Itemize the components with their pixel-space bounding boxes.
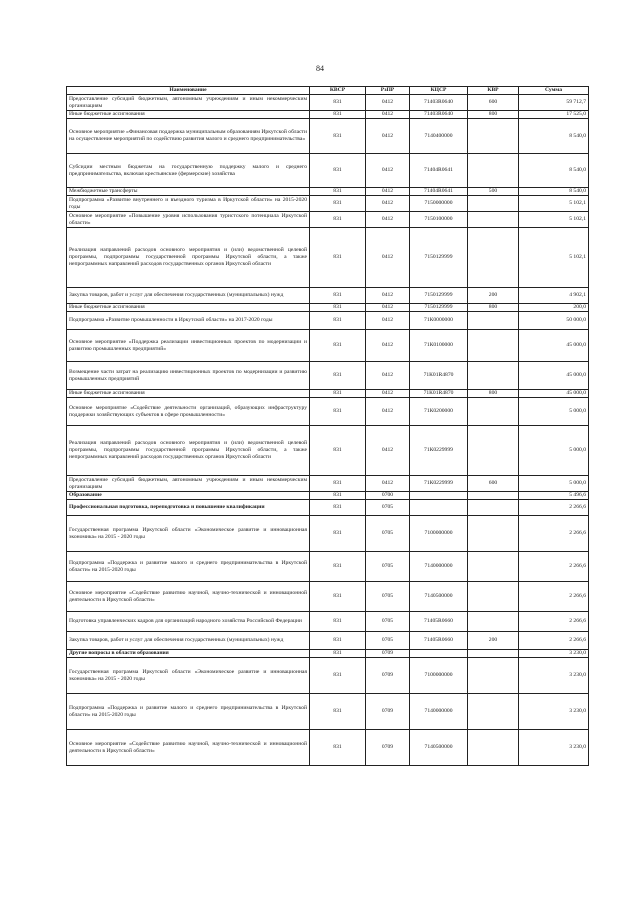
row-kvr-cell: 600	[468, 476, 519, 492]
row-kcsr-cell: 7100000000	[410, 516, 468, 552]
table-row	[67, 196, 589, 212]
row-kvsr-cell: 831	[310, 188, 366, 196]
row-sum-cell: 8 540,0	[519, 119, 589, 154]
row-sum-cell: 3 230,0	[519, 658, 589, 694]
row-name-cell: Предоставление субсидий бюджетным, автономным учреждениям и иным некоммерческим организациям	[67, 95, 310, 111]
row-rzpr-cell: 0412	[366, 154, 410, 188]
row-sum-cell: 200,0	[519, 304, 589, 312]
row-kvr-cell	[468, 330, 519, 362]
row-kcsr-cell: 71403R0640	[410, 95, 468, 111]
page-number: 84	[316, 64, 324, 73]
row-kvsr-cell: 831	[310, 288, 366, 304]
row-rzpr-cell: 0709	[366, 694, 410, 730]
row-sum-cell: 45 000,0	[519, 330, 589, 362]
table-row	[67, 188, 589, 196]
row-name-cell: Подготовка управленческих кадров для организаций народного хозяйства Российской Федерации	[67, 612, 310, 632]
row-kvr-cell: 200	[468, 288, 519, 304]
row-rzpr-cell: 0700	[366, 492, 410, 500]
row-rzpr-cell: 0705	[366, 632, 410, 650]
header-kvr: КВР	[468, 87, 519, 95]
table-row	[67, 552, 589, 582]
row-sum-cell: 5 000,0	[519, 426, 589, 476]
row-kvsr-cell: 831	[310, 694, 366, 730]
row-kvr-cell	[468, 582, 519, 612]
row-kvsr-cell: 831	[310, 730, 366, 766]
header-name: Наименование	[67, 87, 310, 95]
row-kvr-cell: 500	[468, 188, 519, 196]
row-kvr-cell	[468, 650, 519, 658]
row-kvr-cell: 200	[468, 632, 519, 650]
row-sum-cell: 5 102,1	[519, 228, 589, 288]
row-sum-cell: 8 540,0	[519, 154, 589, 188]
row-name-cell: Реализация направлений расходов основного мероприятия и (или) ведомственной целевой программы, подпрограммы государственной программы Иркутской области, а также непрограммных направлений расходов государственных органов Иркутской области	[67, 228, 310, 288]
row-sum-cell: 2 266,6	[519, 552, 589, 582]
row-sum-cell: 5 496,6	[519, 492, 589, 500]
row-sum-cell: 17 525,0	[519, 111, 589, 119]
row-rzpr-cell: 0709	[366, 730, 410, 766]
row-name-cell: Подпрограмма «Развитие промышленности в Иркутской области» на 2017-2020 годы	[67, 312, 310, 330]
row-rzpr-cell: 0412	[366, 398, 410, 426]
row-rzpr-cell: 0412	[366, 212, 410, 228]
row-kvsr-cell: 831	[310, 95, 366, 111]
row-name-cell: Межбюджетные трансферты	[67, 188, 310, 196]
table-row	[67, 288, 589, 304]
row-kcsr-cell: 71404R0641	[410, 154, 468, 188]
row-kcsr-cell: 7140500000	[410, 582, 468, 612]
table-row	[67, 111, 589, 119]
row-rzpr-cell: 0412	[366, 426, 410, 476]
table-row	[67, 398, 589, 426]
row-kcsr-cell: 7100000000	[410, 658, 468, 694]
row-name-cell: Реализация направлений расходов основного мероприятия и (или) ведомственной целевой программы, подпрограммы государственной программы Иркутской области, а также непрограммных направлений расходов государственных органов Иркутской области	[67, 426, 310, 476]
row-kvr-cell	[468, 552, 519, 582]
row-kcsr-cell: 71К01R4870	[410, 390, 468, 398]
row-kvr-cell	[468, 730, 519, 766]
row-name-cell: Закупка товаров, работ и услуг для обеспечения государственных (муниципальных) нужд	[67, 288, 310, 304]
row-kcsr-cell	[410, 492, 468, 500]
row-sum-cell: 3 230,0	[519, 694, 589, 730]
row-kvr-cell	[468, 500, 519, 516]
row-rzpr-cell: 0412	[366, 476, 410, 492]
row-rzpr-cell: 0705	[366, 582, 410, 612]
row-rzpr-cell: 0412	[366, 95, 410, 111]
row-kvsr-cell: 831	[310, 119, 366, 154]
table-row	[67, 500, 589, 516]
row-sum-cell: 2 266,6	[519, 500, 589, 516]
row-kvsr-cell: 831	[310, 582, 366, 612]
row-kcsr-cell: 71403R0640	[410, 111, 468, 119]
row-kcsr-cell: 71К01R4870	[410, 362, 468, 390]
row-kvr-cell	[468, 398, 519, 426]
row-name-cell: Основное мероприятие «Финансовая поддержка муниципальным образованиям Иркутской области на осуществление мероприятий по содействию развития малого и среднего предпринимательства»	[67, 119, 310, 154]
row-sum-cell: 5 000,0	[519, 398, 589, 426]
row-kcsr-cell: 7150129999	[410, 228, 468, 288]
row-name-cell: Основное мероприятие «Содействие развитию научной, научно-технической и инновационной деятельности в Иркутской области»	[67, 582, 310, 612]
row-kvsr-cell: 831	[310, 196, 366, 212]
row-name-cell: Другие вопросы в области образования	[67, 650, 310, 658]
row-kcsr-cell: 7150129999	[410, 304, 468, 312]
row-kvsr-cell: 831	[310, 426, 366, 476]
row-sum-cell: 59 712,7	[519, 95, 589, 111]
table-row	[67, 304, 589, 312]
row-kcsr-cell: 71К0200000	[410, 398, 468, 426]
row-kvr-cell	[468, 492, 519, 500]
row-rzpr-cell: 0412	[366, 196, 410, 212]
row-rzpr-cell: 0412	[366, 288, 410, 304]
row-kvr-cell	[468, 612, 519, 632]
table-header-row	[67, 87, 589, 95]
row-kvsr-cell: 831	[310, 658, 366, 694]
table-row	[67, 612, 589, 632]
table-row	[67, 119, 589, 154]
row-name-cell: Закупка товаров, работ и услуг для обеспечения государственных (муниципальных) нужд	[67, 632, 310, 650]
header-kcsr: КЦСР	[410, 87, 468, 95]
row-name-cell: Основное мероприятие «Повышение уровня использования туристского потенциала Иркутской области»	[67, 212, 310, 228]
row-kcsr-cell: 71404R0641	[410, 188, 468, 196]
row-sum-cell: 8 540,0	[519, 188, 589, 196]
header-rzpr: РзПР	[366, 87, 410, 95]
row-name-cell: Основное мероприятие «Содействие развитию научной, научно-технической и инновационной деятельности в Иркутской области»	[67, 730, 310, 766]
row-rzpr-cell: 0412	[366, 119, 410, 154]
row-sum-cell: 2 266,6	[519, 582, 589, 612]
row-kvsr-cell: 831	[310, 516, 366, 552]
table-row	[67, 694, 589, 730]
row-rzpr-cell: 0412	[366, 111, 410, 119]
row-kvr-cell	[468, 516, 519, 552]
row-sum-cell: 45 000,0	[519, 362, 589, 390]
table-row	[67, 154, 589, 188]
row-kcsr-cell: 71405R0660	[410, 612, 468, 632]
row-kvsr-cell: 831	[310, 362, 366, 390]
row-kcsr-cell: 71405R0660	[410, 632, 468, 650]
row-name-cell: Иные бюджетные ассигнования	[67, 111, 310, 119]
row-kvr-cell: 800	[468, 390, 519, 398]
row-kcsr-cell	[410, 650, 468, 658]
row-name-cell: Профессиональная подготовка, переподготовка и повышение квалификации	[67, 500, 310, 516]
row-kcsr-cell: 71К0000000	[410, 312, 468, 330]
row-kvsr-cell: 831	[310, 612, 366, 632]
row-kcsr-cell	[410, 500, 468, 516]
row-rzpr-cell: 0705	[366, 612, 410, 632]
row-kvsr-cell: 831	[310, 650, 366, 658]
row-rzpr-cell: 0412	[366, 362, 410, 390]
row-kcsr-cell: 7140500000	[410, 730, 468, 766]
row-kvsr-cell: 831	[310, 212, 366, 228]
row-sum-cell: 2 266,6	[519, 612, 589, 632]
row-name-cell: Государственная программа Иркутской области «Экономическое развитие и инновационная экономика» на 2015 - 2020 годы	[67, 516, 310, 552]
row-kcsr-cell: 7150100000	[410, 212, 468, 228]
row-kvr-cell	[468, 426, 519, 476]
table-row	[67, 228, 589, 288]
table-row	[67, 390, 589, 398]
row-name-cell: Образование	[67, 492, 310, 500]
table-row	[67, 312, 589, 330]
row-sum-cell: 50 000,0	[519, 312, 589, 330]
row-kvr-cell	[468, 119, 519, 154]
row-kvr-cell: 600	[468, 95, 519, 111]
row-kvr-cell	[468, 312, 519, 330]
row-sum-cell: 2 266,6	[519, 632, 589, 650]
row-name-cell: Предоставление субсидий бюджетным, автономным учреждениям и иным некоммерческим организациям	[67, 476, 310, 492]
row-sum-cell: 3 230,0	[519, 650, 589, 658]
row-name-cell: Иные бюджетные ассигнования	[67, 304, 310, 312]
header-sum: Сумма	[519, 87, 589, 95]
row-kvr-cell	[468, 228, 519, 288]
row-kvr-cell	[468, 362, 519, 390]
budget-table	[66, 86, 589, 766]
row-kcsr-cell: 7140400000	[410, 119, 468, 154]
row-kvsr-cell: 831	[310, 154, 366, 188]
row-sum-cell: 45 000,0	[519, 390, 589, 398]
row-sum-cell: 5 000,0	[519, 476, 589, 492]
row-rzpr-cell: 0705	[366, 500, 410, 516]
row-kvsr-cell: 831	[310, 390, 366, 398]
row-rzpr-cell: 0709	[366, 658, 410, 694]
row-rzpr-cell: 0705	[366, 516, 410, 552]
row-kvr-cell: 800	[468, 111, 519, 119]
row-sum-cell: 2 266,6	[519, 516, 589, 552]
row-name-cell: Иные бюджетные ассигнования	[67, 390, 310, 398]
row-kvsr-cell: 831	[310, 304, 366, 312]
table-row	[67, 632, 589, 650]
row-name-cell: Субсидии местным бюджетам на государственную поддержку малого и среднего предпринимательства, включая крестьянские (фермерские) хозяйства	[67, 154, 310, 188]
row-rzpr-cell: 0412	[366, 390, 410, 398]
row-kvr-cell	[468, 658, 519, 694]
row-kcsr-cell: 71К0229999	[410, 476, 468, 492]
header-kvsr: КВСР	[310, 87, 366, 95]
row-kcsr-cell: 7150129999	[410, 288, 468, 304]
row-kvr-cell	[468, 212, 519, 228]
row-rzpr-cell: 0412	[366, 188, 410, 196]
row-name-cell: Основное мероприятие «Содействие деятельности организаций, образующих инфраструктуру поддержки хозяйствующих субъектов в сфере промышленности»	[67, 398, 310, 426]
row-kvsr-cell: 831	[310, 228, 366, 288]
row-kcsr-cell: 71К0100000	[410, 330, 468, 362]
row-kvsr-cell: 831	[310, 500, 366, 516]
row-sum-cell: 5 102,1	[519, 196, 589, 212]
row-kcsr-cell: 71К0229999	[410, 426, 468, 476]
table-row	[67, 212, 589, 228]
row-name-cell: Основное мероприятие «Поддержка реализации инвестиционных проектов по модернизации и развитию промышленных предприятий»	[67, 330, 310, 362]
row-kvsr-cell: 831	[310, 330, 366, 362]
row-kvr-cell	[468, 154, 519, 188]
row-kvsr-cell: 831	[310, 476, 366, 492]
row-name-cell: Возмещение части затрат на реализацию инвестиционных проектов по модернизации и развитию промышленных предприятий	[67, 362, 310, 390]
table-row	[67, 330, 589, 362]
row-rzpr-cell: 0412	[366, 312, 410, 330]
table-row	[67, 658, 589, 694]
row-kvsr-cell: 831	[310, 632, 366, 650]
row-rzpr-cell: 0709	[366, 650, 410, 658]
row-kvr-cell	[468, 694, 519, 730]
row-kvsr-cell: 831	[310, 312, 366, 330]
row-kvr-cell	[468, 196, 519, 212]
table-row	[67, 650, 589, 658]
row-kvsr-cell: 831	[310, 111, 366, 119]
table-row	[67, 426, 589, 476]
table-row	[67, 95, 589, 111]
row-sum-cell: 5 102,1	[519, 212, 589, 228]
row-rzpr-cell: 0412	[366, 330, 410, 362]
table-row	[67, 476, 589, 492]
row-kcsr-cell: 7150000000	[410, 196, 468, 212]
table-row	[67, 582, 589, 612]
row-kcsr-cell: 7140000000	[410, 694, 468, 730]
row-name-cell: Подпрограмма «Развитие внутреннего и въездного туризма в Иркутской области» на 2015-2020 годы	[67, 196, 310, 212]
row-kvsr-cell: 831	[310, 492, 366, 500]
row-kvr-cell: 800	[468, 304, 519, 312]
row-kcsr-cell: 7140000000	[410, 552, 468, 582]
row-sum-cell: 3 230,0	[519, 730, 589, 766]
row-name-cell: Государственная программа Иркутской области «Экономическое развитие и инновационная экономика» на 2015 - 2020 годы	[67, 658, 310, 694]
row-rzpr-cell: 0412	[366, 228, 410, 288]
table-row	[67, 516, 589, 552]
row-rzpr-cell: 0412	[366, 304, 410, 312]
table-row	[67, 492, 589, 500]
row-kvsr-cell: 831	[310, 398, 366, 426]
row-rzpr-cell: 0705	[366, 552, 410, 582]
row-name-cell: Подпрограмма «Поддержка и развитие малого и среднего предпринимательства в Иркутской области» на 2015-2020 годы	[67, 694, 310, 730]
table-row	[67, 362, 589, 390]
row-name-cell: Подпрограмма «Поддержка и развитие малого и среднего предпринимательства в Иркутской области» на 2015-2020 годы	[67, 552, 310, 582]
table-row	[67, 730, 589, 766]
row-kvsr-cell: 831	[310, 552, 366, 582]
row-sum-cell: 4 902,1	[519, 288, 589, 304]
